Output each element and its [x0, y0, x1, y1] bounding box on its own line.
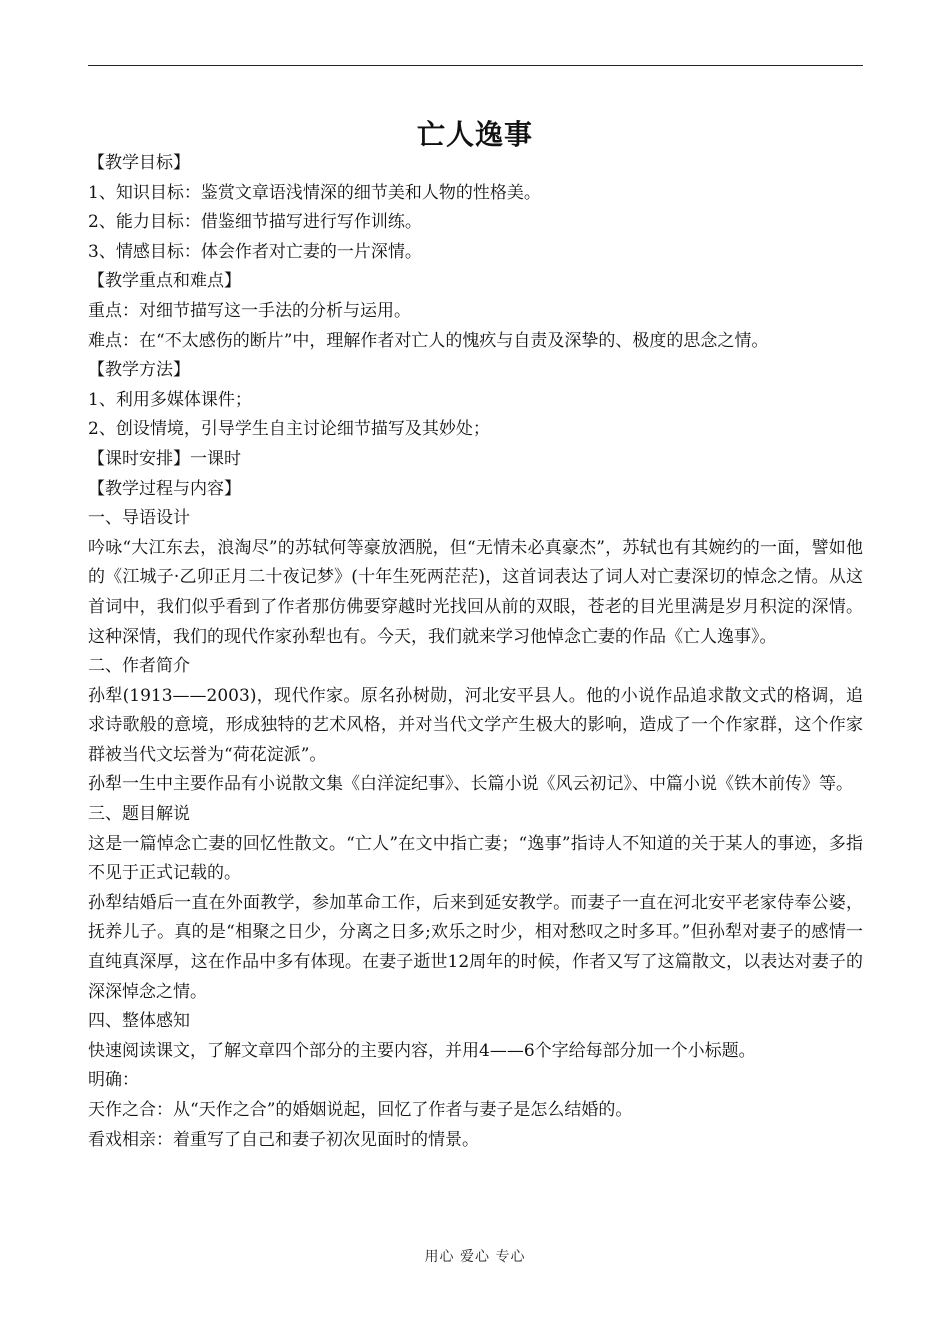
- paragraph: 孙犁一生中主要作品有小说散文集《白洋淀纪事》、长篇小说《风云初记》、中篇小说《铁木前传》等。: [88, 774, 853, 795]
- subsection-heading: 三、题目解说: [88, 804, 190, 825]
- subsection-heading: 一、导语设计: [88, 508, 190, 529]
- section-heading: 【教学过程与内容】: [88, 478, 241, 499]
- paragraph: 重点：对细节描写这一手法的分析与运用。: [88, 300, 411, 321]
- paragraph: 1、利用多媒体课件；: [88, 389, 252, 410]
- paragraph: 孙犁(1913——2003)，现代作家。原名孙树勋，河北安平县人。他的小说作品追求散文式的格调，追求诗歌般的意境，形成独特的艺术风格，并对当代文学产生极大的影响，造成了一个作家群，这个作家群被当代文坛誉为“荷花淀派”。: [88, 685, 863, 765]
- section-heading: 【教学方法】: [88, 360, 190, 381]
- document-body: [88, 149, 863, 1155]
- subsection-heading: 四、整体感知: [88, 1011, 190, 1032]
- section-heading: 【教学重点和难点】: [88, 271, 241, 292]
- section-heading: 【课时安排】一课时: [88, 448, 241, 469]
- paragraph: 1、知识目标：鉴赏文章语浅情深的细节美和人物的性格美。: [88, 182, 541, 203]
- page-footer: 用心 爱心 专心: [424, 1249, 526, 1265]
- section-heading: 【教学目标】: [88, 153, 190, 173]
- paragraph: 快速阅读课文，了解文章四个部分的主要内容，并用4——6个字给每部分加一个小标题。: [88, 1040, 756, 1061]
- paragraph: 明确：: [88, 1070, 139, 1091]
- subsection-heading: 二、作者简介: [88, 656, 190, 677]
- paragraph: 2、能力目标：借鉴细节描写进行写作训练。: [88, 212, 422, 233]
- paragraph: 吟咏“大江东去，浪淘尽”的苏轼何等豪放洒脱，但“无情未必真豪杰”，苏轼也有其婉约的一面，譬如他的《江城子·乙卯正月二十夜记梦》(十年生死两茫茫)，这首词表达了词人对亡妻深切的悼念之情。从这首词中，我们似乎看到了作者那仿佛要穿越时光找回从前的双眼，苍老的目光里满是岁月积淀的深情。这种深情，我们的现代作家孙犁也有。今天，我们就来学习他悼念亡妻的作品《亡人逸事》。: [88, 537, 863, 647]
- paragraph: 这是一篇悼念亡妻的回忆性散文。“亡人”在文中指亡妻；“逸事”指诗人不知道的关于某人的事迹，多指不见于正式记载的。: [88, 833, 863, 884]
- paragraph: 难点：在“不太感伤的断片”中，理解作者对亡人的愧疚与自责及深挚的、极度的思念之情。: [88, 330, 769, 351]
- header-rule: [88, 65, 863, 66]
- paragraph: 3、情感目标：体会作者对亡妻的一片深情。: [88, 241, 422, 262]
- paragraph: 2、创设情境，引导学生自主讨论细节描写及其妙处；: [88, 419, 490, 440]
- paragraph: 看戏相亲：着重写了自己和妻子初次见面时的情景。: [88, 1129, 479, 1150]
- document-title: 亡人逸事: [416, 118, 533, 151]
- paragraph: 孙犁结婚后一直在外面教学，参加革命工作，后来到延安教学。而妻子一直在河北安平老家侍奉公婆，抚养儿子。真的是“相聚之日少，分离之日多;欢乐之时少，相对愁叹之时多耳。”但孙犁对妻子的感情一直纯真深厚，这在作品中多有体现。在妻子逝世12周年的时候，作者又写了这篇散文，以表达对妻子的深深悼念之情。: [88, 892, 863, 1002]
- paragraph: 天作之合：从“天作之合”的婚姻说起，回忆了作者与妻子是怎么结婚的。: [88, 1100, 633, 1120]
